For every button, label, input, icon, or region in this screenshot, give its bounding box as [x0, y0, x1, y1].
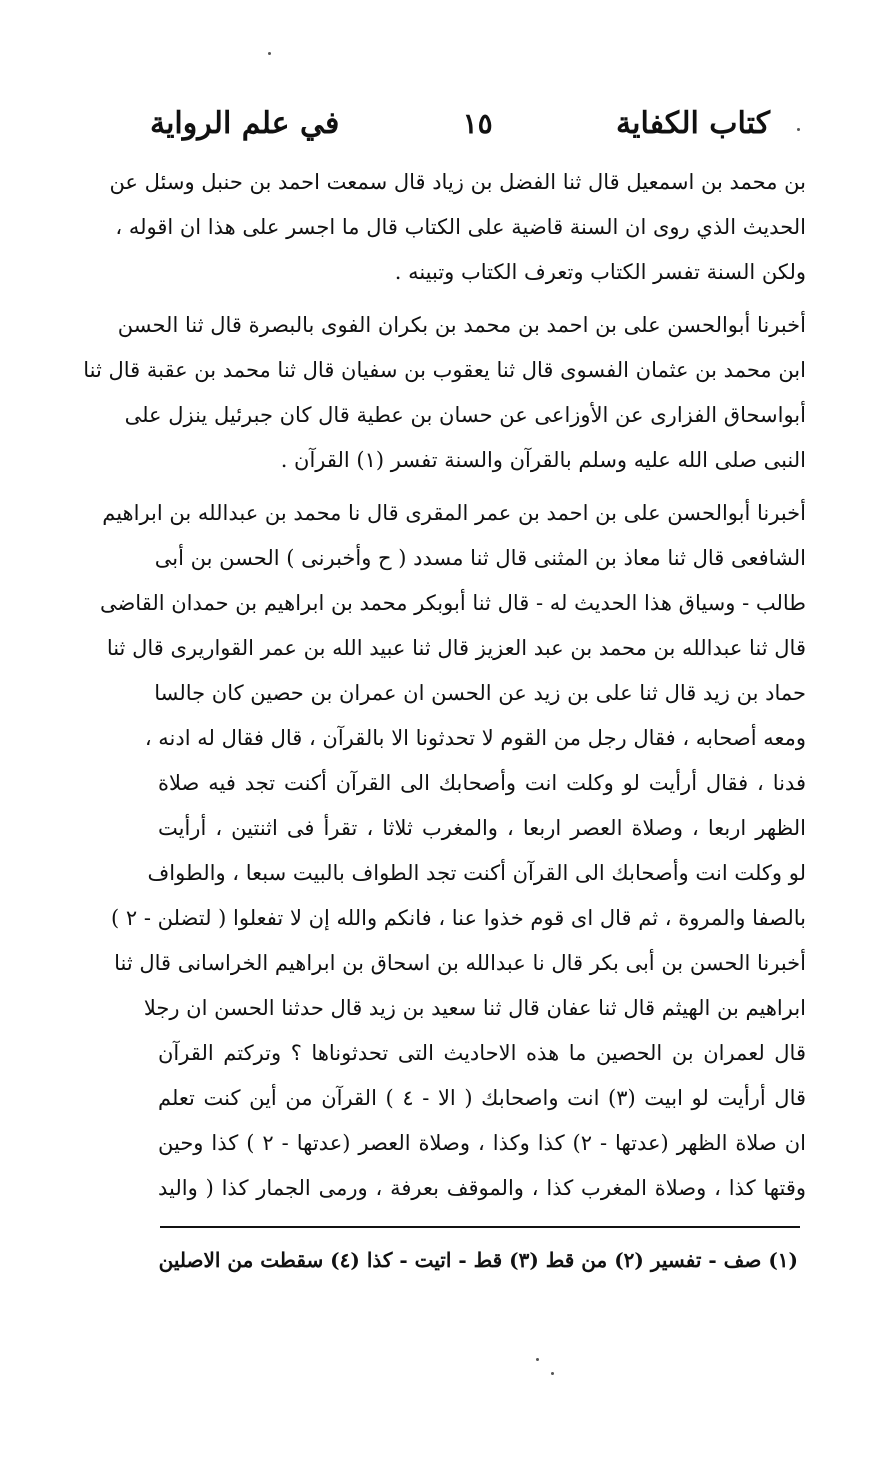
scan-speck — [797, 128, 800, 131]
main-text — [83, 160, 807, 1211]
text-line: فدنا ، فقال أرأيت لو وكلت انت وأصحابك الى القرآن أكنت تجد فيه صلاة — [158, 771, 806, 795]
text-line: الحديث الذي روى ان السنة قاضية على الكتاب قال ما اجسر على هذا ان اقوله ، — [115, 215, 806, 239]
paragraph-gap — [158, 483, 806, 491]
text-line: أخبرنا أبوالحسن على بن احمد بن محمد بن بكران الفوى بالبصرة قال ثنا الحسن — [117, 313, 806, 337]
page-number: ١٥ — [462, 106, 493, 140]
text-line: قال ثنا عبدالله بن محمد بن عبد العزيز قال ثنا عبيد الله بن عمر القواريرى قال ثنا — [106, 636, 806, 660]
scan-speck — [268, 52, 271, 55]
text-line: قال لعمران بن الحصين ما هذه الاحاديث التى تحدثوناها ؟ وتركتم القرآن — [158, 1041, 806, 1065]
text-line: ولكن السنة تفسر الكتاب وتعرف الكتاب وتبينه . — [394, 260, 806, 284]
text-line: أبواسحاق الفزارى عن الأوزاعى عن حسان بن عطية قال كان جبرئيل ينزل على — [124, 403, 806, 427]
text-line: أخبرنا الحسن بن أبى بكر قال نا عبدالله بن اسحاق بن ابراهيم الخراسانى قال ثنا — [114, 951, 806, 975]
text-line: وقتها كذا ، وصلاة المغرب كذا ، والموقف بعرفة ، ورمى الجمار كذا ( واليد — [158, 1176, 806, 1200]
text-line: لو وكلت انت وأصحابك الى القرآن أكنت تجد الطواف بالبيت سبعا ، والطواف — [147, 861, 806, 885]
text-line: أخبرنا أبوالحسن على بن احمد بن عمر المقرى قال نا محمد بن عبدالله بن ابراهيم — [102, 501, 806, 525]
running-title-subject: في علم الرواية — [150, 105, 340, 141]
footnote: (١) صف - تفسير (٢) من قط (٣) قط - اتيت - كذا (٤) سقطت من الاصلين — [158, 1248, 798, 1272]
text-line: حماد بن زيد قال ثنا على بن زيد عن الحسن ان عمران بن حصين كان جالسا — [154, 681, 806, 705]
footnote-separator — [160, 1226, 800, 1228]
text-line: قال أرأيت لو ابيت (٣) انت واصحابك ( الا - ٤ ) القرآن من أين كنت تعلم — [158, 1086, 807, 1110]
text-line: بالصفا والمروة ، ثم قال اى قوم خذوا عنا ، فانكم والله إن لا تفعلوا ( لتضلن - ٢ ) — [111, 906, 806, 930]
paragraph-gap — [158, 295, 806, 303]
text-line: طالب - وسياق هذا الحديث له - قال ثنا أبوبكر محمد بن ابراهيم بن حمدان القاضى — [99, 591, 806, 615]
text-line: ابن محمد بن عثمان الفسوى قال ثنا يعقوب بن سفيان قال ثنا محمد بن عقبة قال ثنا — [83, 358, 806, 382]
text-line: ان صلاة الظهر (عدتها - ٢) كذا وكذا ، وصلاة العصر (عدتها - ٢ ) كذا وحين — [158, 1131, 806, 1155]
text-line: الظهر اربعا ، وصلاة العصر اربعا ، والمغرب ثلاثا ، تقرأ فى اثنتين ، أرأيت — [158, 816, 806, 840]
text-line: بن محمد بن اسمعيل قال ثنا الفضل بن زياد قال سمعت احمد بن حنبل وسئل عن — [109, 170, 806, 194]
page-header — [150, 98, 770, 148]
text-line: النبى صلى الله عليه وسلم بالقرآن والسنة تفسر (١) القرآن . — [280, 448, 806, 472]
running-title-book: كتاب الكفاية — [616, 105, 770, 141]
text-line: ومعه أصحابه ، فقال رجل من القوم لا تحدثونا الا بالقرآن ، قال فقال له ادنه ، — [144, 726, 806, 750]
text-line: الشافعى قال ثنا معاذ بن المثنى قال ثنا مسدد ( ح وأخبرنى ) الحسن بن أبى — [154, 546, 806, 570]
scan-speck — [551, 1372, 554, 1375]
text-line: ابراهيم بن الهيثم قال ثنا عفان قال ثنا سعيد بن زيد قال حدثنا الحسن ان رجلا — [143, 996, 806, 1020]
scan-speck — [536, 1358, 539, 1361]
